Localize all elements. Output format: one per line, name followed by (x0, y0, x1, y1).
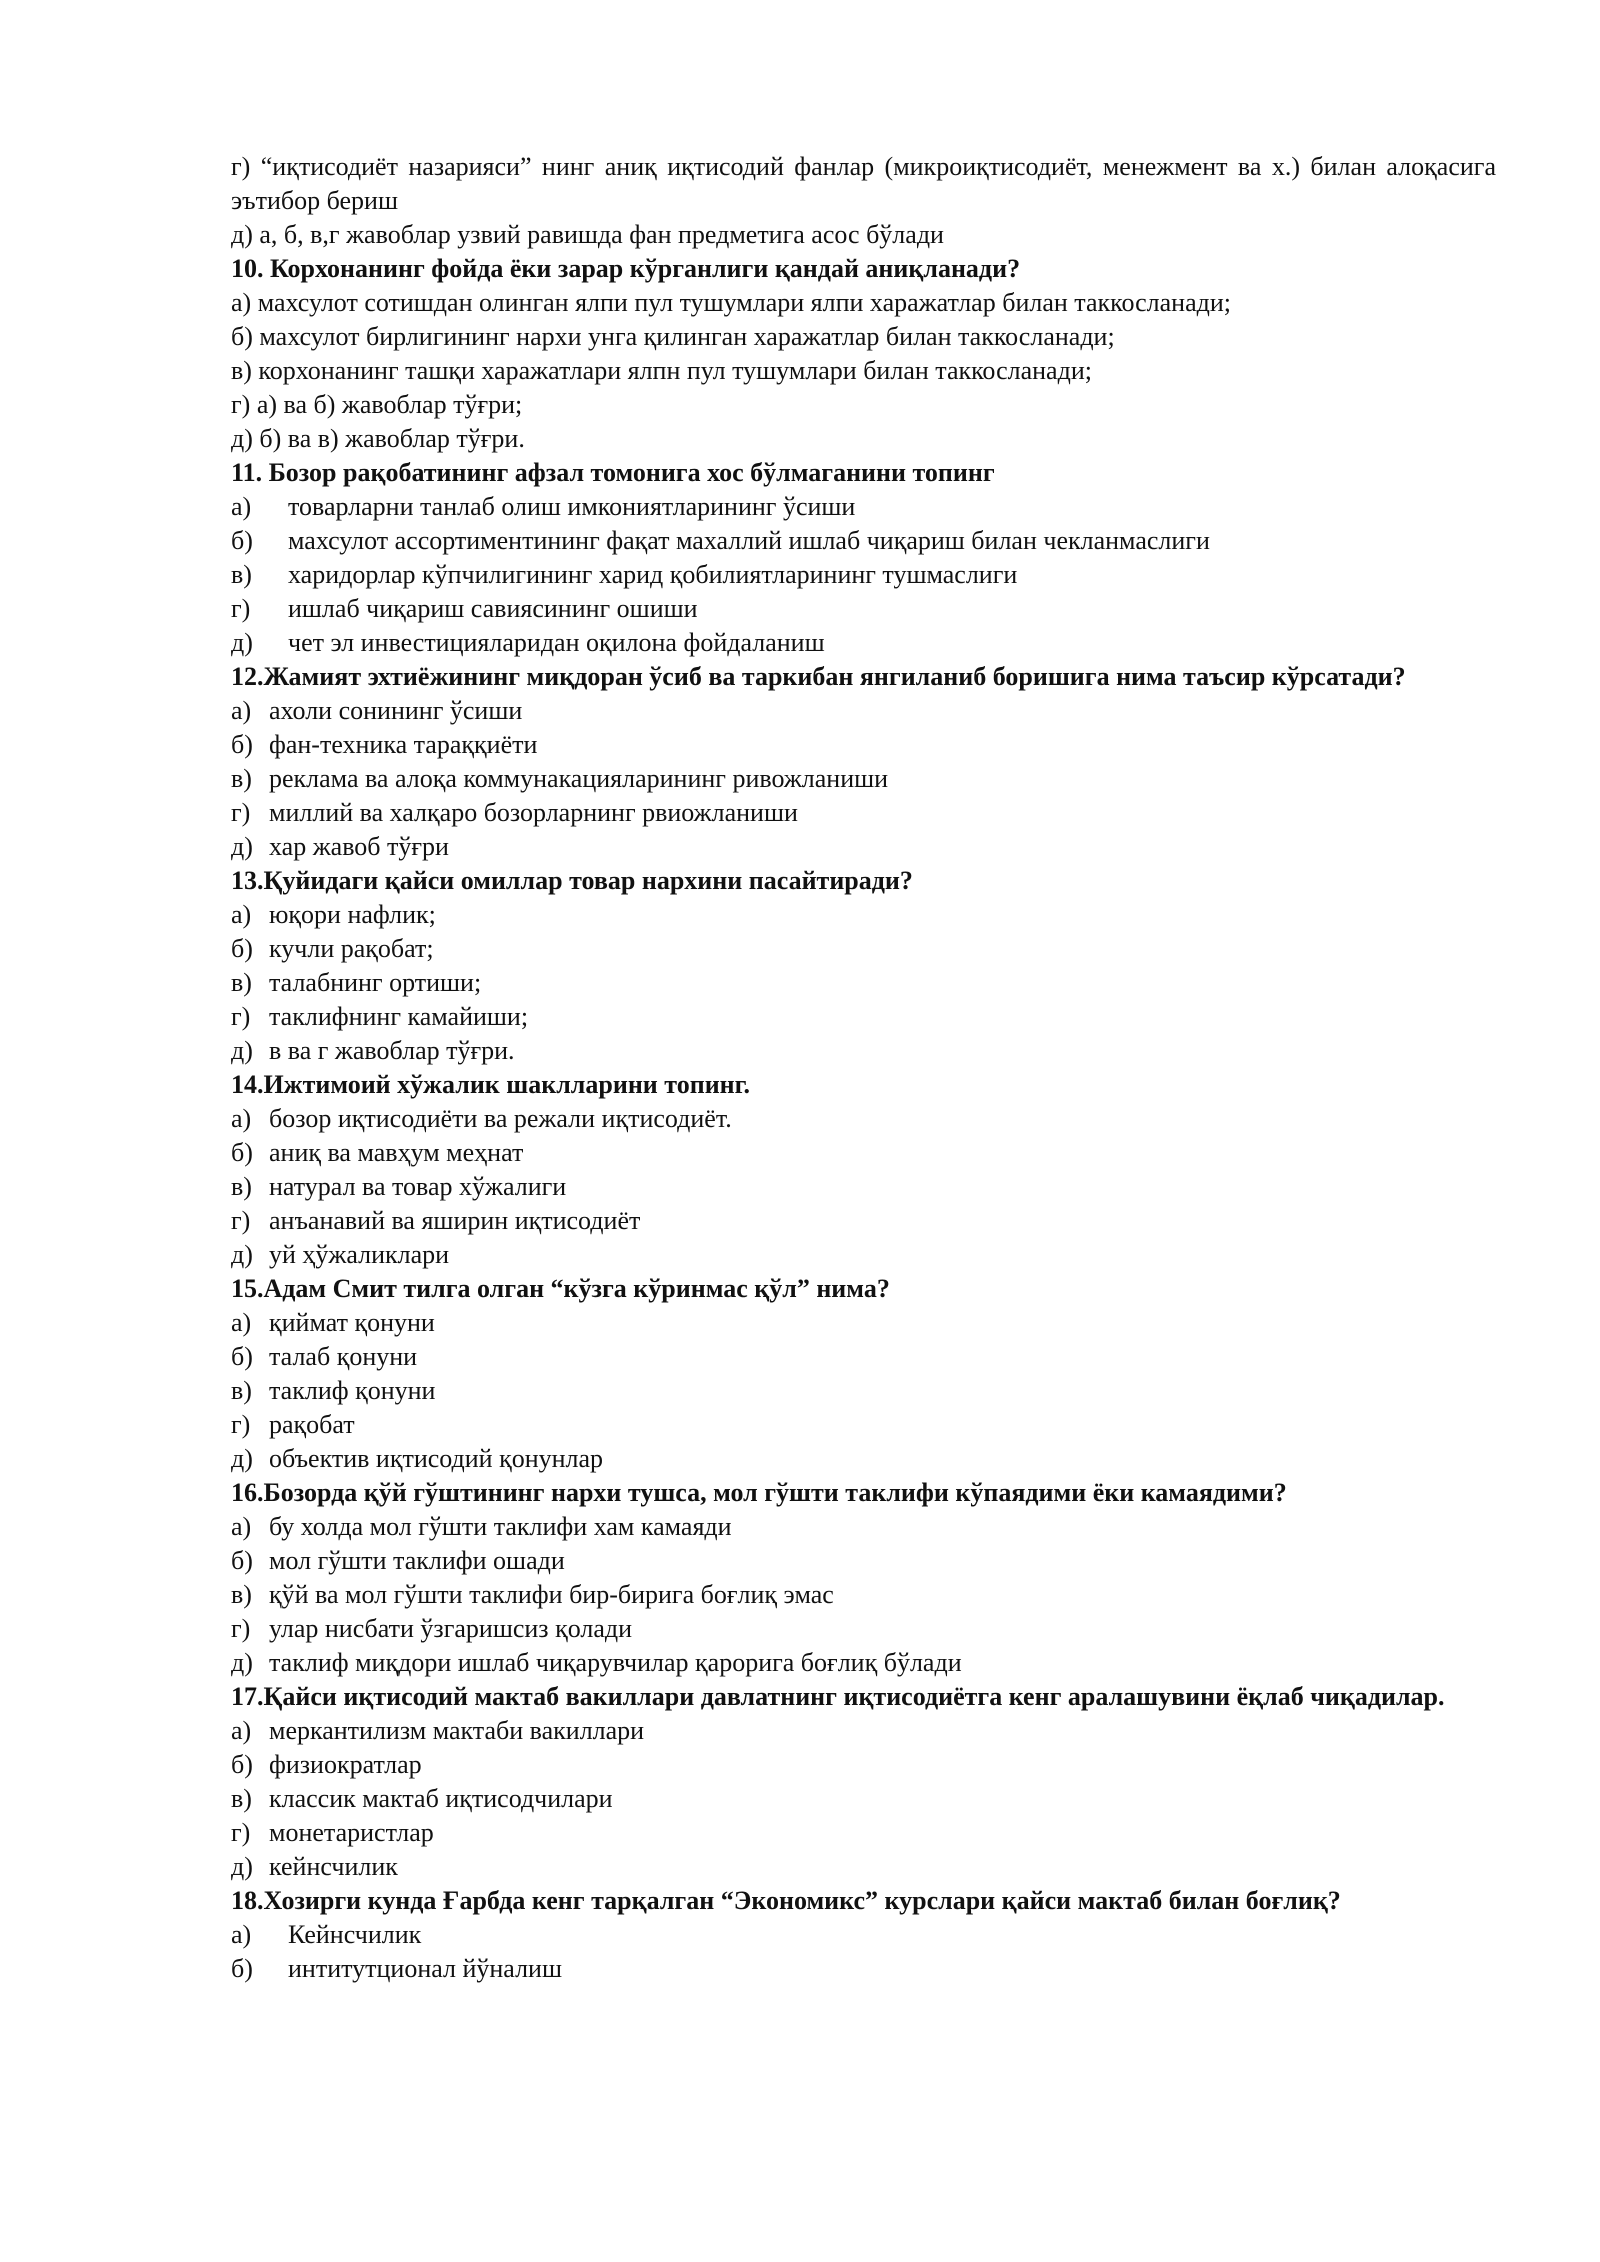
answer-option (231, 1578, 1496, 1612)
option-text: талабнинг ортиши; (269, 968, 482, 997)
answer-option (231, 592, 1496, 626)
document-page (231, 150, 1496, 1986)
option-text: интитутционал йўналиш (288, 1954, 562, 1983)
answer-option (231, 1612, 1496, 1646)
answer-option (231, 1442, 1496, 1476)
option-marker: в) (231, 764, 252, 793)
answer-option (231, 932, 1496, 966)
option-marker: в) (231, 968, 252, 997)
option-marker: а) (231, 1308, 252, 1337)
option-marker: в) (231, 1784, 252, 1813)
option-text: ахоли сонининг ўсиши (269, 696, 523, 725)
option-marker: в) (231, 1172, 252, 1201)
answer-option (231, 1714, 1496, 1748)
option-text: таклиф қонуни (269, 1376, 436, 1405)
option-text: монетаристлар (269, 1818, 434, 1847)
option-text: фан-техника тараққиёти (269, 730, 538, 759)
answer-option: г) а) ва б) жавоблар тўғри; (231, 390, 523, 419)
option-text: аниқ ва мавҳум меҳнат (269, 1138, 524, 1167)
answer-option: а) махсулот сотишдан олинган ялпи пул тушумлари ялпи харажатлар билан таккосланади; (231, 288, 1231, 317)
answer-option (231, 1816, 1496, 1850)
option-marker: а) (231, 492, 252, 521)
option-text: кучли рақобат; (269, 934, 434, 963)
option-marker: а) (231, 900, 252, 929)
option-marker: б) (231, 1750, 253, 1779)
option-text: талаб қонуни (269, 1342, 418, 1371)
option-marker: б) (231, 1342, 253, 1371)
option-marker: г) (231, 1206, 251, 1235)
question-title: 18.Хозирги кунда Ғарбда кенг тарқалган “Экономикс” курслари қайси мактаб билан боғлиқ? (231, 1886, 1341, 1915)
option-marker: г) (231, 1410, 251, 1439)
option-marker: а) (231, 1716, 252, 1745)
answer-option (231, 898, 1496, 932)
option-text: кейнсчилик (269, 1852, 398, 1881)
answer-option (231, 1204, 1496, 1238)
answer-option (231, 1136, 1496, 1170)
option-marker: а) (231, 1920, 252, 1949)
option-text: чет эл инвестицияларидан оқилона фойдаланиш (288, 628, 825, 657)
question-title: 15.Адам Смит тилга олган “кўзга кўринмас қўл” нима? (231, 1274, 890, 1303)
option-marker: г) (231, 1002, 251, 1031)
option-text: қиймат қонуни (269, 1308, 435, 1337)
answer-option: д) б) ва в) жавоблар тўғри. (231, 424, 525, 453)
answer-option (231, 1170, 1496, 1204)
option-text: натурал ва товар хўжалиги (269, 1172, 567, 1201)
answer-option (231, 1374, 1496, 1408)
answer-option (231, 558, 1496, 592)
answer-option (231, 1510, 1496, 1544)
paragraph: г) “иқтисодиёт назарияси” нинг аниқ иқтисодий фанлар (микроиқтисодиёт, менежмент ва х.) билан алоқасига эътибор бериш (231, 152, 1496, 215)
option-marker: в) (231, 560, 252, 589)
answer-option (231, 1034, 1496, 1068)
option-text: в ва г жавоблар тўғри. (269, 1036, 515, 1065)
answer-option (231, 524, 1496, 558)
option-text: ишлаб чиқариш савиясининг ошиши (288, 594, 698, 623)
option-marker: в) (231, 1580, 252, 1609)
option-marker: д) (231, 1240, 253, 1269)
answer-option (231, 1748, 1496, 1782)
option-marker: д) (231, 1444, 253, 1473)
option-marker: а) (231, 696, 252, 725)
option-text: анъанавий ва яширин иқтисодиёт (269, 1206, 641, 1235)
option-marker: б) (231, 730, 253, 759)
option-marker: а) (231, 1104, 252, 1133)
answer-option (231, 1102, 1496, 1136)
option-marker: б) (231, 1138, 253, 1167)
option-marker: б) (231, 526, 253, 555)
option-text: таклифнинг камайиши; (269, 1002, 529, 1031)
question-title: 13.Қуйидаги қайси омиллар товар нархини пасайтиради? (231, 866, 913, 895)
answer-option: в) корхонанинг ташқи харажатлари ялпн пул тушумлари билан таккосланади; (231, 356, 1092, 385)
answer-option (231, 694, 1496, 728)
option-text: классик мактаб иқтисодчилари (269, 1784, 613, 1813)
option-marker: д) (231, 1648, 253, 1677)
answer-option (231, 1000, 1496, 1034)
question-title: 17.Қайси иқтисодий мактаб вакиллари давлатнинг иқтисодиётга кенг аралашувини ёқлаб чиқадилар. (231, 1682, 1445, 1711)
answer-option (231, 1408, 1496, 1442)
option-text: бозор иқтисодиёти ва режали иқтисодиёт. (269, 1104, 732, 1133)
option-text: миллий ва халқаро бозорларнинг рвиожланиши (269, 798, 798, 827)
option-marker: г) (231, 1818, 251, 1847)
answer-option (231, 1782, 1496, 1816)
option-text: юқори нафлик; (269, 900, 436, 929)
answer-option (231, 1850, 1496, 1884)
option-text: харидорлар кўпчилигининг харид қобилиятларининг тушмаслиги (288, 560, 1018, 589)
answer-option (231, 1952, 1496, 1986)
answer-option (231, 626, 1496, 660)
answer-option (231, 1918, 1496, 1952)
option-marker: д) (231, 1036, 253, 1065)
answer-option (231, 796, 1496, 830)
answer-option (231, 762, 1496, 796)
answer-option (231, 830, 1496, 864)
option-text: рақобат (269, 1410, 355, 1439)
option-marker: а) (231, 1512, 252, 1541)
answer-option (231, 1544, 1496, 1578)
answer-option (231, 1306, 1496, 1340)
question-title: 16.Бозорда қўй гўштининг нархи тушса, мол гўшти таклифи кўпаядими ёки камаядими? (231, 1478, 1287, 1507)
option-marker: г) (231, 798, 251, 827)
option-text: мол гўшти таклифи ошади (269, 1546, 565, 1575)
option-marker: в) (231, 1376, 252, 1405)
answer-option (231, 728, 1496, 762)
answer-option (231, 966, 1496, 1000)
question-title: 12.Жамият эхтиёжининг миқдоран ўсиб ва таркибан янгиланиб боришига нима таъсир кўрсатади? (231, 662, 1406, 691)
option-text: физиократлар (269, 1750, 422, 1779)
answer-option: д) а, б, в,г жавоблар узвий равишда фан предметига асос бўлади (231, 220, 944, 249)
option-text: реклама ва алоқа коммунакацияларининг ривожланиши (269, 764, 889, 793)
answer-option: б) махсулот бирлигининг нархи унга қилинган харажатлар билан таккосланади; (231, 322, 1115, 351)
option-text: Кейнсчилик (288, 1920, 422, 1949)
option-text: махсулот ассортиментининг фақат махаллий ишлаб чиқариш билан чекланмаслиги (288, 526, 1210, 555)
answer-option (231, 490, 1496, 524)
option-marker: б) (231, 1546, 253, 1575)
option-text: уй ҳўжаликлари (269, 1240, 450, 1269)
question-title: 14.Ижтимоий хўжалик шаклларини топинг. (231, 1070, 751, 1099)
option-text: меркантилизм мактаби вакиллари (269, 1716, 645, 1745)
option-marker: б) (231, 934, 253, 963)
option-text: қўй ва мол гўшти таклифи бир-бирига боғлиқ эмас (269, 1580, 834, 1609)
option-marker: д) (231, 628, 253, 657)
question-title: 10. Корхонанинг фойда ёки зарар кўрганлиги қандай аниқланади? (231, 254, 1021, 283)
answer-option (231, 1340, 1496, 1374)
option-marker: г) (231, 1614, 251, 1643)
option-text: бу холда мол гўшти таклифи хам камаяди (269, 1512, 732, 1541)
option-text: объектив иқтисодий қонунлар (269, 1444, 604, 1473)
option-text: таклиф миқдори ишлаб чиқарувчилар қарорига боғлиқ бўлади (269, 1648, 962, 1677)
answer-option (231, 1238, 1496, 1272)
option-marker: д) (231, 1852, 253, 1881)
option-marker: г) (231, 594, 251, 623)
option-text: товарларни танлаб олиш имкониятларининг ўсиши (288, 492, 856, 521)
answer-option (231, 1646, 1496, 1680)
question-title: 11. Бозор рақобатининг афзал томонига хос бўлмаганини топинг (231, 458, 995, 487)
option-text: хар жавоб тўғри (269, 832, 449, 861)
option-marker: б) (231, 1954, 253, 1983)
option-marker: д) (231, 832, 253, 861)
option-text: улар нисбати ўзгаришсиз қолади (269, 1614, 633, 1643)
